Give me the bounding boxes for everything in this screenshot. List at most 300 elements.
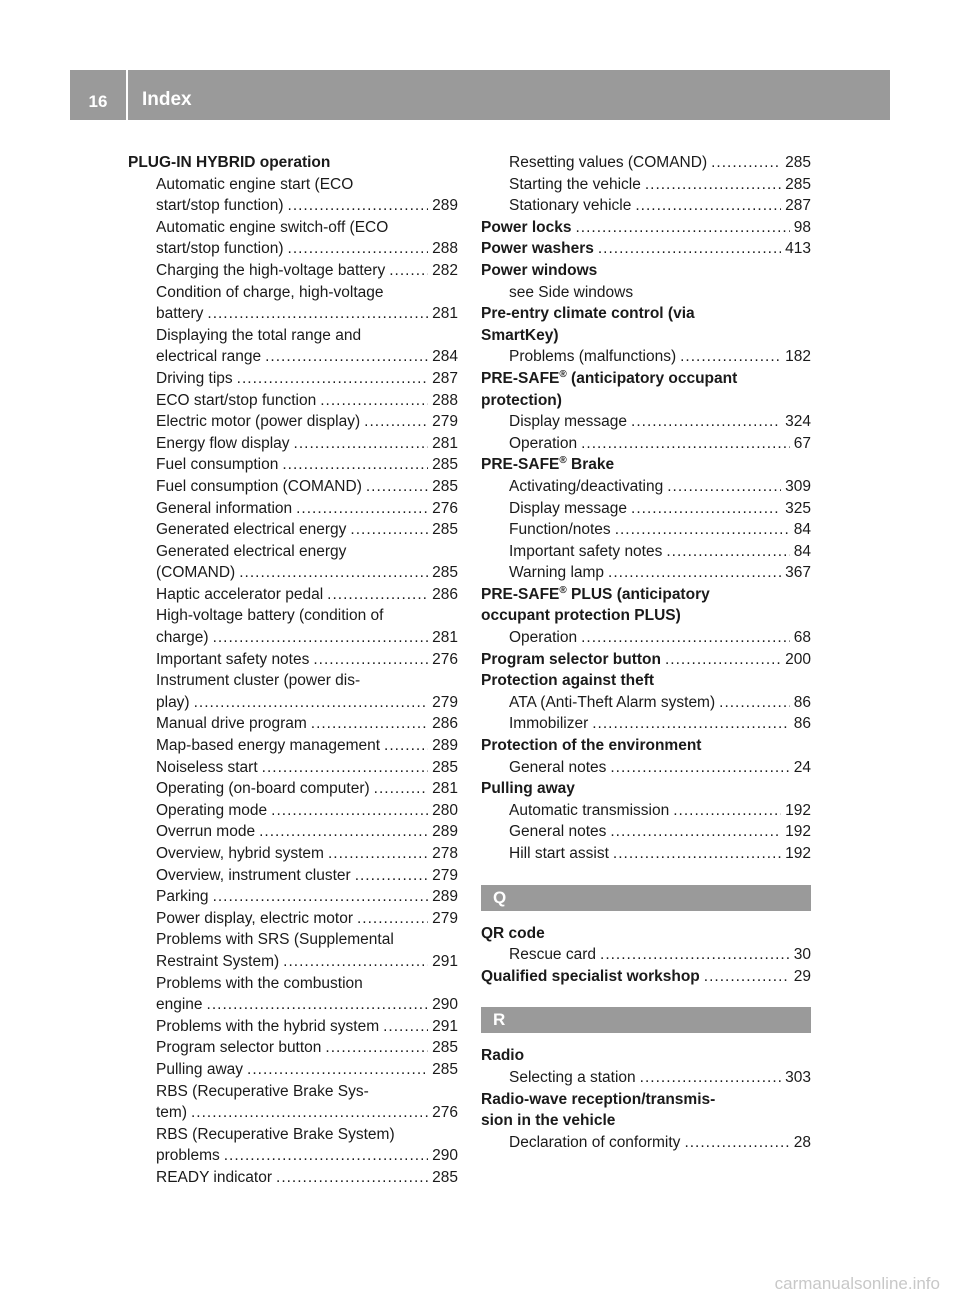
page-reference: 192 bbox=[785, 801, 811, 819]
leader-dots bbox=[259, 821, 428, 843]
page-reference: 86 bbox=[793, 693, 811, 711]
index-entry-label: Pulling away bbox=[156, 1060, 244, 1078]
page-reference: 367 bbox=[785, 564, 811, 582]
index-entry[interactable] bbox=[128, 433, 458, 455]
page-reference: 285 bbox=[785, 175, 811, 193]
page-reference: 192 bbox=[785, 823, 811, 841]
page-reference: 86 bbox=[793, 715, 811, 733]
index-entry[interactable] bbox=[128, 1016, 458, 1038]
leader-dots bbox=[282, 454, 428, 476]
leader-dots bbox=[684, 1132, 789, 1154]
index-heading bbox=[481, 735, 811, 757]
leader-dots bbox=[631, 411, 781, 433]
index-entry[interactable] bbox=[481, 627, 811, 649]
index-entry[interactable] bbox=[481, 238, 811, 260]
page-reference: 288 bbox=[432, 391, 458, 409]
index-entry-label: Operation bbox=[509, 629, 578, 647]
index-entry[interactable] bbox=[128, 1059, 458, 1081]
index-entry[interactable] bbox=[481, 966, 811, 988]
page-reference: 289 bbox=[432, 197, 458, 215]
page-reference: 282 bbox=[432, 261, 458, 279]
page-number: 16 bbox=[88, 92, 108, 111]
registered-mark: ® bbox=[559, 584, 567, 596]
index-label: Pulling away bbox=[481, 780, 575, 798]
index-label: Radio-wave reception/transmis- bbox=[481, 1090, 716, 1108]
registered-mark: ® bbox=[559, 455, 567, 467]
page-reference: 285 bbox=[432, 1168, 458, 1186]
index-entry[interactable] bbox=[128, 476, 458, 498]
index-entry[interactable] bbox=[481, 944, 811, 966]
page-reference: 288 bbox=[432, 240, 458, 258]
leader-dots bbox=[600, 944, 790, 966]
page-reference: 276 bbox=[432, 650, 458, 668]
index-entry[interactable] bbox=[481, 821, 811, 843]
index-entry[interactable] bbox=[481, 843, 811, 865]
index-entry-label: Activating/deactivating bbox=[509, 477, 664, 495]
page-reference: 413 bbox=[785, 240, 811, 258]
page-reference: 68 bbox=[793, 629, 811, 647]
index-entry-label: General information bbox=[156, 499, 293, 517]
index-entry[interactable] bbox=[128, 692, 458, 714]
section-letter-r: R bbox=[481, 1007, 811, 1033]
leader-dots bbox=[673, 800, 781, 822]
index-entry[interactable] bbox=[128, 260, 458, 282]
index-heading bbox=[481, 390, 811, 412]
index-entry[interactable] bbox=[481, 649, 811, 671]
page-reference: 276 bbox=[432, 1104, 458, 1122]
index-subheading bbox=[128, 1124, 458, 1146]
index-heading bbox=[481, 454, 811, 476]
index-entry-label: Rescue card bbox=[509, 946, 597, 964]
index-entry[interactable] bbox=[128, 951, 458, 973]
index-entry-label: Energy flow display bbox=[156, 434, 290, 452]
leader-dots bbox=[719, 692, 790, 714]
page-reference: 290 bbox=[432, 996, 458, 1014]
leader-dots bbox=[366, 476, 428, 498]
index-subheading bbox=[128, 541, 458, 563]
index-entry[interactable] bbox=[128, 1102, 458, 1124]
index-entry-label: Restraint System) bbox=[156, 952, 280, 970]
index-entry[interactable] bbox=[128, 649, 458, 671]
page-reference: 287 bbox=[785, 197, 811, 215]
index-entry[interactable] bbox=[128, 1037, 458, 1059]
index-entry[interactable] bbox=[128, 195, 458, 217]
page-reference: 281 bbox=[432, 434, 458, 452]
index-entry-label: Map-based energy management bbox=[156, 737, 381, 755]
leader-dots bbox=[640, 1067, 781, 1089]
index-entry[interactable] bbox=[481, 217, 811, 239]
leader-dots bbox=[239, 562, 428, 584]
index-entry[interactable] bbox=[128, 390, 458, 412]
index-entry[interactable] bbox=[128, 238, 458, 260]
index-label: Protection against theft bbox=[481, 672, 655, 690]
index-label: Protection of the environment bbox=[481, 737, 702, 755]
page-reference: 309 bbox=[785, 477, 811, 495]
index-heading bbox=[481, 325, 811, 347]
index-entry-label: Operating mode bbox=[156, 801, 268, 819]
index-heading bbox=[481, 670, 811, 692]
index-entry-label: Charging the high-voltage battery bbox=[156, 261, 386, 279]
index-entry-label: Power display, electric motor bbox=[156, 909, 353, 927]
page-reference: 285 bbox=[432, 758, 458, 776]
leader-dots bbox=[631, 498, 781, 520]
index-entry[interactable] bbox=[128, 1167, 458, 1189]
index-entry[interactable] bbox=[128, 821, 458, 843]
leader-dots bbox=[389, 260, 428, 282]
leader-dots bbox=[320, 390, 428, 412]
index-heading bbox=[481, 1110, 811, 1132]
leader-dots bbox=[288, 195, 429, 217]
index-entry-label: Starting the vehicle bbox=[509, 175, 641, 193]
index-entry-label: play) bbox=[156, 693, 190, 711]
index-heading bbox=[481, 1045, 811, 1067]
index-heading bbox=[481, 1089, 811, 1111]
index-entry-label: Overrun mode bbox=[156, 823, 256, 841]
index-entry[interactable] bbox=[481, 800, 811, 822]
index-entry[interactable] bbox=[128, 627, 458, 649]
index-entry[interactable] bbox=[128, 346, 458, 368]
index-label: protection) bbox=[481, 391, 562, 409]
index-entry-label: start/stop function) bbox=[156, 240, 284, 258]
index-heading bbox=[481, 605, 811, 627]
index-entry[interactable] bbox=[128, 498, 458, 520]
leader-dots bbox=[608, 562, 781, 584]
page-reference: 279 bbox=[432, 866, 458, 884]
index-entry-label: Problems (malfunctions) bbox=[509, 348, 677, 366]
page-reference: 285 bbox=[432, 564, 458, 582]
index-entry-label: Parking bbox=[156, 888, 209, 906]
leader-dots bbox=[311, 713, 428, 735]
index-entry[interactable] bbox=[128, 735, 458, 757]
page-header bbox=[70, 70, 890, 120]
index-label: SmartKey) bbox=[481, 326, 559, 344]
index-label: RBS (Recuperative Brake System) bbox=[156, 1125, 395, 1143]
leader-dots bbox=[645, 174, 781, 196]
index-column-right bbox=[481, 152, 811, 1153]
index-label: Generated electrical energy bbox=[156, 542, 347, 560]
index-entry[interactable] bbox=[481, 476, 811, 498]
index-entry[interactable] bbox=[481, 713, 811, 735]
leader-dots bbox=[288, 238, 429, 260]
index-entry[interactable] bbox=[128, 584, 458, 606]
page-reference: 30 bbox=[793, 946, 811, 964]
index-label: Pre-entry climate control (via bbox=[481, 305, 695, 323]
index-subheading bbox=[128, 973, 458, 995]
index-entry-label: Display message bbox=[509, 499, 628, 517]
index-label: Automatic engine start (ECO bbox=[156, 175, 354, 193]
leader-dots bbox=[592, 713, 790, 735]
leader-dots bbox=[294, 433, 429, 455]
index-entry[interactable] bbox=[481, 346, 811, 368]
index-label: Problems with the combustion bbox=[156, 974, 363, 992]
index-entry-label: Overview, instrument cluster bbox=[156, 866, 351, 884]
index-subheading bbox=[128, 325, 458, 347]
index-entry-label: problems bbox=[156, 1147, 220, 1165]
index-entry[interactable] bbox=[481, 433, 811, 455]
index-heading bbox=[481, 778, 811, 800]
index-subheading bbox=[128, 282, 458, 304]
index-heading bbox=[481, 303, 811, 325]
index-label: PRE-SAFE bbox=[481, 585, 560, 603]
index-entry[interactable] bbox=[481, 692, 811, 714]
leader-dots bbox=[581, 627, 790, 649]
page-reference: 325 bbox=[785, 499, 811, 517]
index-entry[interactable] bbox=[128, 368, 458, 390]
leader-dots bbox=[704, 966, 790, 988]
index-entry[interactable] bbox=[128, 519, 458, 541]
index-entry-label: Noiseless start bbox=[156, 758, 258, 776]
leader-dots bbox=[313, 649, 428, 671]
index-heading bbox=[481, 260, 811, 282]
index-label-rest: (anticipatory occupant bbox=[566, 369, 738, 387]
page-reference: 286 bbox=[432, 715, 458, 733]
index-entry[interactable] bbox=[128, 757, 458, 779]
index-subheading bbox=[481, 282, 811, 304]
leader-dots bbox=[350, 519, 428, 541]
leader-dots bbox=[581, 433, 790, 455]
page-reference: 285 bbox=[432, 1060, 458, 1078]
index-entry-label: Automatic transmission bbox=[509, 801, 670, 819]
index-entry[interactable] bbox=[481, 757, 811, 779]
index-entry[interactable] bbox=[481, 498, 811, 520]
index-label-rest: Brake bbox=[566, 456, 615, 474]
page-reference: 279 bbox=[432, 693, 458, 711]
index-entry-label: Operation bbox=[509, 434, 578, 452]
index-label: Instrument cluster (power dis- bbox=[156, 672, 361, 690]
index-entry-label: Problems with the hybrid system bbox=[156, 1017, 380, 1035]
index-entry[interactable] bbox=[128, 562, 458, 584]
leader-dots bbox=[665, 649, 781, 671]
leader-dots bbox=[613, 843, 781, 865]
page-reference: 285 bbox=[432, 477, 458, 495]
page-reference: 200 bbox=[785, 650, 811, 668]
leader-dots bbox=[207, 994, 429, 1016]
index-subheading bbox=[128, 1081, 458, 1103]
leader-dots bbox=[247, 1059, 428, 1081]
index-heading bbox=[128, 152, 458, 174]
index-entry[interactable] bbox=[128, 908, 458, 930]
index-entry-label: Program selector button bbox=[156, 1039, 322, 1057]
page-reference: 284 bbox=[432, 348, 458, 366]
index-entry-label: Program selector button bbox=[481, 650, 661, 668]
page-reference: 286 bbox=[432, 585, 458, 603]
index-label: QR code bbox=[481, 924, 545, 942]
index-entry-label: Qualified specialist workshop bbox=[481, 967, 700, 985]
index-label: Problems with SRS (Supplemental bbox=[156, 931, 394, 949]
index-label: Condition of charge, high-voltage bbox=[156, 283, 384, 301]
page-title: Index bbox=[142, 89, 192, 110]
leader-dots bbox=[191, 1102, 428, 1124]
leader-dots bbox=[213, 886, 429, 908]
index-entry[interactable] bbox=[128, 778, 458, 800]
page-reference: 192 bbox=[785, 845, 811, 862]
index-label: PRE-SAFE bbox=[481, 456, 560, 474]
leader-dots bbox=[194, 692, 429, 714]
index-entry[interactable] bbox=[481, 541, 811, 563]
index-entry-label: Important safety notes bbox=[509, 542, 663, 560]
page-reference: 287 bbox=[432, 369, 458, 387]
index-entry-label: Fuel consumption (COMAND) bbox=[156, 477, 362, 495]
leader-dots bbox=[374, 778, 428, 800]
page-reference: 291 bbox=[432, 1017, 458, 1035]
page-reference: 281 bbox=[432, 629, 458, 647]
index-entry-label: Driving tips bbox=[156, 369, 233, 387]
index-label: Power windows bbox=[481, 261, 598, 279]
leader-dots bbox=[296, 498, 428, 520]
page-reference: 285 bbox=[432, 456, 458, 474]
page-reference: 281 bbox=[432, 305, 458, 323]
leader-dots bbox=[575, 217, 789, 239]
index-label: High-voltage battery (condition of bbox=[156, 607, 384, 625]
page-reference: 279 bbox=[432, 413, 458, 431]
leader-dots bbox=[384, 735, 428, 757]
page-reference: 285 bbox=[432, 521, 458, 539]
index-heading bbox=[481, 584, 811, 606]
index-entry-label: battery bbox=[156, 305, 204, 323]
index-label: PLUG-IN HYBRID operation bbox=[128, 154, 331, 171]
leader-dots bbox=[667, 476, 781, 498]
index-label: PRE-SAFE bbox=[481, 369, 560, 387]
index-entry[interactable] bbox=[481, 519, 811, 541]
page-reference: 289 bbox=[432, 823, 458, 841]
index-entry-label: Overview, hybrid system bbox=[156, 845, 324, 862]
leader-dots bbox=[271, 800, 428, 822]
page-reference: 281 bbox=[432, 780, 458, 798]
index-entry[interactable] bbox=[481, 1067, 811, 1089]
index-entry[interactable] bbox=[128, 454, 458, 476]
index-subheading bbox=[128, 217, 458, 239]
index-entry[interactable] bbox=[481, 411, 811, 433]
page-reference: 182 bbox=[785, 348, 811, 366]
leader-dots bbox=[276, 1167, 428, 1189]
page-reference: 84 bbox=[793, 521, 811, 539]
index-label-rest: PLUS (anticipatory bbox=[566, 585, 710, 603]
leader-dots bbox=[680, 346, 781, 368]
page-reference: 303 bbox=[785, 1068, 811, 1086]
index-column-left bbox=[128, 152, 458, 1189]
page-reference: 24 bbox=[793, 758, 811, 776]
index-entry-label: Resetting values (COMAND) bbox=[509, 154, 708, 171]
leader-dots bbox=[610, 757, 789, 779]
leader-dots bbox=[635, 195, 781, 217]
index-entry[interactable] bbox=[128, 886, 458, 908]
leader-dots bbox=[213, 627, 429, 649]
index-entry-label: Display message bbox=[509, 413, 628, 431]
index-entry-label: Hill start assist bbox=[509, 845, 609, 862]
index-entry-label: charge) bbox=[156, 629, 209, 647]
page-reference: 67 bbox=[793, 434, 811, 452]
leader-dots bbox=[224, 1145, 428, 1167]
leader-dots bbox=[383, 1016, 428, 1038]
leader-dots bbox=[598, 238, 781, 260]
leader-dots bbox=[666, 541, 789, 563]
index-heading bbox=[481, 923, 811, 945]
index-entry-label: Selecting a station bbox=[509, 1068, 636, 1086]
index-entry-label: General notes bbox=[509, 823, 607, 841]
index-subheading bbox=[128, 605, 458, 627]
index-entry[interactable] bbox=[128, 303, 458, 325]
index-entry[interactable] bbox=[481, 562, 811, 584]
leader-dots bbox=[265, 346, 428, 368]
index-label: RBS (Recuperative Brake Sys- bbox=[156, 1082, 369, 1100]
index-entry-label: electrical range bbox=[156, 348, 262, 366]
leader-dots bbox=[262, 757, 428, 779]
page-reference: 84 bbox=[793, 542, 811, 560]
index-label: Radio bbox=[481, 1047, 525, 1065]
index-entry-label: engine bbox=[156, 996, 203, 1014]
index-entry-label: ATA (Anti-Theft Alarm system) bbox=[509, 693, 716, 711]
index-entry-label: Function/notes bbox=[509, 521, 611, 539]
index-entry[interactable] bbox=[128, 713, 458, 735]
index-entry-label: Haptic accelerator pedal bbox=[156, 585, 324, 603]
index-label: occupant protection PLUS) bbox=[481, 607, 681, 625]
page-reference: 285 bbox=[432, 1039, 458, 1057]
index-label: Automatic engine switch-off (ECO bbox=[156, 218, 389, 236]
leader-dots bbox=[364, 411, 428, 433]
index-entry-label: General notes bbox=[509, 758, 607, 776]
page-reference: 285 bbox=[785, 154, 811, 171]
index-entry[interactable] bbox=[128, 994, 458, 1016]
page-reference: 289 bbox=[432, 888, 458, 906]
index-entry-label: (COMAND) bbox=[156, 564, 236, 582]
index-entry[interactable] bbox=[128, 843, 458, 865]
index-entry[interactable] bbox=[128, 411, 458, 433]
index-label: Displaying the total range and bbox=[156, 326, 362, 344]
index-entry-label: tem) bbox=[156, 1104, 187, 1122]
index-entry-label: start/stop function) bbox=[156, 197, 284, 215]
index-label: see Side windows bbox=[509, 283, 634, 301]
index-entry-label: Fuel consumption bbox=[156, 456, 279, 474]
leader-dots bbox=[615, 519, 790, 541]
index-entry[interactable] bbox=[481, 152, 811, 174]
leader-dots bbox=[283, 951, 428, 973]
registered-mark: ® bbox=[559, 368, 567, 380]
index-entry-label: Warning lamp bbox=[509, 564, 605, 582]
index-entry-label: Declaration of conformity bbox=[509, 1133, 681, 1151]
section-letter-q: Q bbox=[481, 885, 811, 911]
page-reference: 324 bbox=[785, 413, 811, 431]
index-entry-label: READY indicator bbox=[156, 1168, 273, 1186]
index-entry[interactable] bbox=[481, 1132, 811, 1154]
page-reference: 290 bbox=[432, 1147, 458, 1165]
index-entry-label: Generated electrical energy bbox=[156, 521, 347, 539]
page-reference: 98 bbox=[793, 218, 811, 236]
page-reference: 280 bbox=[432, 801, 458, 819]
page-reference: 28 bbox=[793, 1133, 811, 1151]
leader-dots bbox=[711, 152, 781, 174]
index-entry-label: Electric motor (power display) bbox=[156, 413, 361, 431]
header-divider bbox=[126, 70, 128, 120]
watermark: carmanualsonline.info bbox=[774, 1274, 940, 1293]
leader-dots bbox=[355, 865, 428, 887]
index-entry[interactable] bbox=[128, 865, 458, 887]
index-entry[interactable] bbox=[128, 800, 458, 822]
index-entry-label: ECO start/stop function bbox=[156, 391, 317, 409]
page-reference: 29 bbox=[793, 967, 811, 985]
leader-dots bbox=[328, 843, 428, 865]
index-entry[interactable] bbox=[481, 174, 811, 196]
index-entry-label: Operating (on-board computer) bbox=[156, 780, 370, 798]
page-reference: 289 bbox=[432, 737, 458, 755]
index-entry[interactable] bbox=[481, 195, 811, 217]
leader-dots bbox=[207, 303, 428, 325]
index-label: sion in the vehicle bbox=[481, 1112, 616, 1130]
index-entry-label: Power locks bbox=[481, 218, 572, 236]
index-entry[interactable] bbox=[128, 1145, 458, 1167]
index-subheading bbox=[128, 670, 458, 692]
index-entry-label: Immobilizer bbox=[509, 715, 589, 733]
index-entry-label: Stationary vehicle bbox=[509, 197, 632, 215]
